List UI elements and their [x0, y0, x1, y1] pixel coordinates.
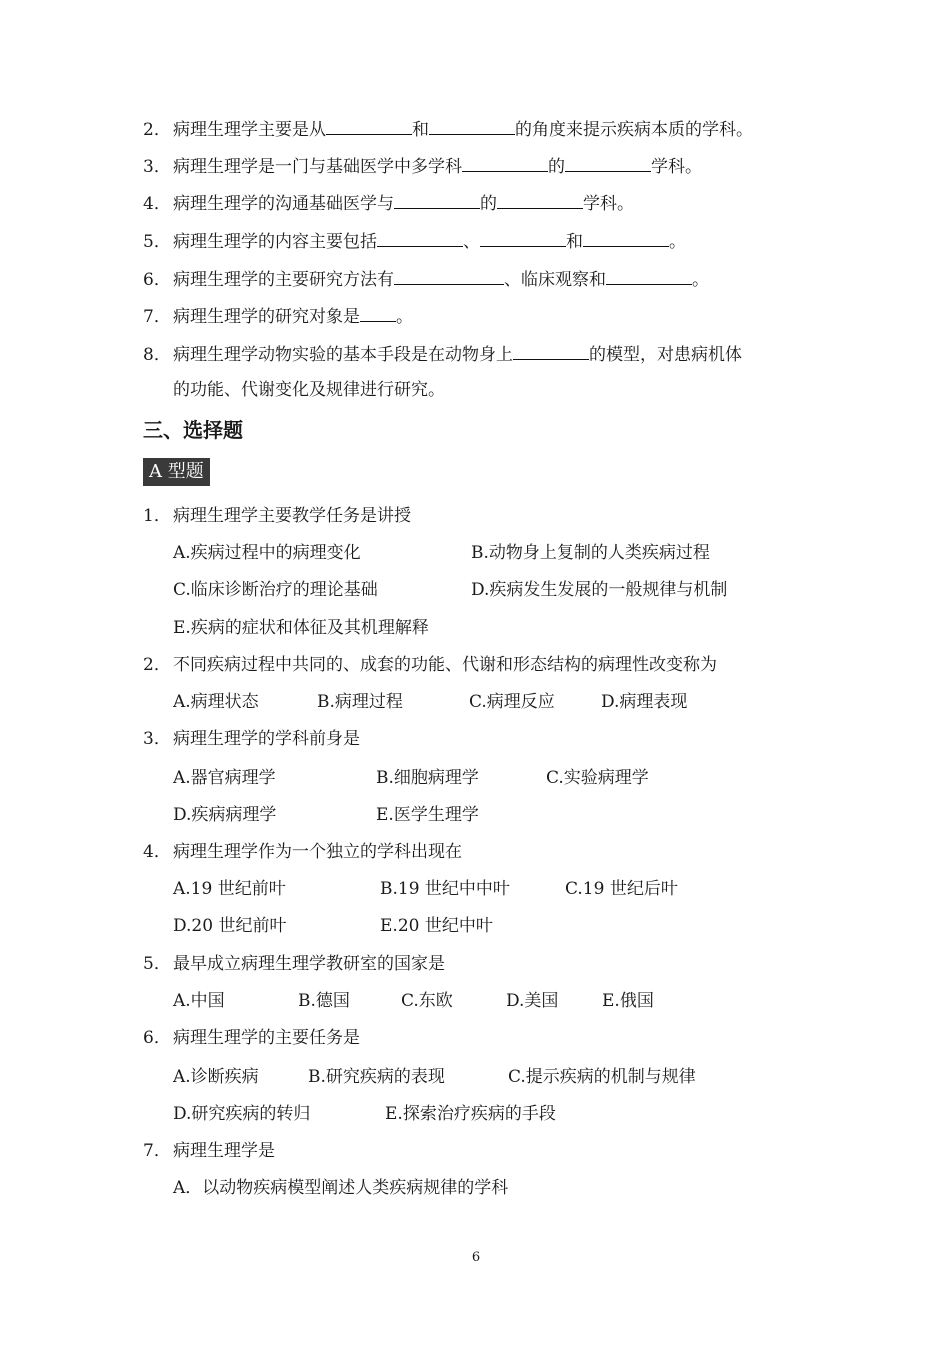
question-number: 6． [143, 1028, 171, 1048]
question-number: 4． [143, 194, 171, 214]
answer-blank[interactable] [513, 341, 589, 360]
question-text: 病理生理学是一门与基础医学中多学科 [173, 157, 462, 177]
answer-blank[interactable] [377, 228, 463, 247]
option[interactable]: A.19 世纪前叶 [173, 879, 286, 899]
answer-blank[interactable] [326, 116, 412, 135]
question-text: 病理生理学主要是从 [173, 120, 326, 140]
section-title: 三、选择题 [143, 418, 243, 442]
mc-question-1 [143, 504, 411, 528]
question-number: 5． [143, 232, 171, 252]
mc-question-6 [143, 1026, 360, 1050]
mc-question-7 [143, 1139, 275, 1163]
answer-blank[interactable] [565, 153, 651, 172]
question-text: 病理生理学的沟通基础医学与 [173, 194, 394, 214]
question-text: 的模型，对患病机体 [589, 345, 742, 365]
option[interactable]: D.病理表现 [601, 692, 688, 712]
option[interactable]: E.20 世纪中叶 [380, 916, 493, 936]
option[interactable]: C.临床诊断治疗的理论基础 [173, 580, 378, 600]
option-row [173, 690, 687, 714]
option-row [173, 1176, 508, 1200]
option[interactable]: C.19 世纪后叶 [565, 879, 678, 899]
question-text: 的 [548, 157, 565, 177]
question-text: 学科。 [583, 194, 634, 214]
option[interactable]: B.德国 [298, 991, 350, 1011]
answer-blank[interactable] [429, 116, 515, 135]
option[interactable]: A.中国 [173, 991, 225, 1011]
answer-blank[interactable] [462, 153, 548, 172]
option[interactable]: B.19 世纪中中叶 [380, 879, 510, 899]
option[interactable]: D.20 世纪前叶 [173, 916, 287, 936]
answer-blank[interactable] [360, 303, 396, 322]
fill-question-3 [143, 153, 702, 177]
option[interactable]: A.病理状态 [173, 692, 259, 712]
answer-blank[interactable] [480, 228, 566, 247]
question-text: 病理生理学的研究对象是 [173, 307, 360, 327]
fill-question-8 [143, 341, 742, 365]
question-number: 5． [143, 954, 171, 974]
fill-question-6 [143, 266, 709, 290]
option-row [173, 616, 429, 640]
question-stem: 病理生理学作为一个独立的学科出现在 [173, 842, 462, 862]
question-stem: 最早成立病理生理学教研室的国家是 [173, 954, 445, 974]
option-row [173, 1065, 696, 1089]
option[interactable]: C.病理反应 [469, 692, 555, 712]
option-row [173, 877, 678, 901]
option[interactable]: A.器官病理学 [173, 768, 276, 788]
fill-question-5 [143, 228, 686, 252]
question-stem: 不同疾病过程中共同的、成套的功能、代谢和形态结构的病理性改变称为 [173, 655, 717, 675]
question-text: 的 [480, 194, 497, 214]
option[interactable]: D.疾病病理学 [173, 805, 277, 825]
question-text: 病理生理学的内容主要包括 [173, 232, 377, 252]
question-number: 3． [143, 729, 171, 749]
answer-blank[interactable] [606, 266, 692, 285]
option[interactable]: D.美国 [506, 991, 559, 1011]
option[interactable]: B.研究疾病的表现 [308, 1067, 445, 1087]
mc-question-2 [143, 653, 717, 677]
option[interactable]: C.提示疾病的机制与规律 [508, 1067, 696, 1087]
option-row [173, 578, 727, 602]
question-text: 、临床观察和 [504, 270, 606, 290]
page-number: 6 [471, 1250, 481, 1265]
fill-question-4 [143, 190, 634, 214]
fill-question-7 [143, 303, 413, 327]
option-row [173, 914, 493, 938]
option-row [173, 1102, 556, 1126]
option-row [173, 541, 710, 565]
option[interactable]: D.研究疾病的转归 [173, 1104, 311, 1124]
question-stem: 病理生理学是 [173, 1141, 275, 1161]
mc-question-5 [143, 952, 445, 976]
option-row [173, 803, 479, 827]
option[interactable]: A.诊断疾病 [173, 1067, 259, 1087]
question-text: 病理生理学动物实验的基本手段是在动物身上 [173, 345, 513, 365]
option[interactable]: C.东欧 [401, 991, 453, 1011]
mc-question-3 [143, 727, 360, 751]
question-number: 1． [143, 506, 171, 526]
question-number: 4． [143, 842, 171, 862]
fill-question-8-continued: 的功能、代谢变化及规律进行研究。 [173, 380, 445, 400]
question-number: 6． [143, 270, 171, 290]
question-number: 7． [143, 1141, 171, 1161]
answer-blank[interactable] [394, 190, 480, 209]
option[interactable]: E.探索治疗疾病的手段 [385, 1104, 556, 1124]
question-text: 学科。 [651, 157, 702, 177]
question-number: 7． [143, 307, 171, 327]
option[interactable]: B.动物身上复制的人类疾病过程 [471, 543, 710, 563]
question-text: 的角度来提示疾病本质的学科。 [515, 120, 753, 140]
option[interactable]: A．以动物疾病模型阐述人类疾病规律的学科 [173, 1178, 509, 1198]
question-text: 。 [396, 307, 413, 327]
option[interactable]: A.疾病过程中的病理变化 [173, 543, 361, 563]
question-type-badge: A 型题 [143, 458, 210, 486]
answer-blank[interactable] [394, 266, 504, 285]
question-text: 和 [566, 232, 583, 252]
option[interactable]: B.细胞病理学 [376, 768, 479, 788]
mc-question-4 [143, 840, 462, 864]
option[interactable]: E.俄国 [602, 991, 654, 1011]
question-number: 3． [143, 157, 171, 177]
fill-question-2 [143, 116, 753, 140]
question-text: 。 [692, 270, 709, 290]
question-number: 2． [143, 120, 171, 140]
question-text: 病理生理学的主要研究方法有 [173, 270, 394, 290]
question-stem: 病理生理学主要教学任务是讲授 [173, 506, 411, 526]
answer-blank[interactable] [583, 228, 669, 247]
option[interactable]: D.疾病发生发展的一般规律与机制 [471, 580, 728, 600]
answer-blank[interactable] [497, 190, 583, 209]
option-row [173, 989, 654, 1013]
question-text: 。 [669, 232, 686, 252]
question-stem: 病理生理学的学科前身是 [173, 729, 360, 749]
option[interactable]: E.医学生理学 [376, 805, 479, 825]
option-row [173, 766, 649, 790]
option[interactable]: E.疾病的症状和体征及其机理解释 [173, 618, 429, 638]
question-stem: 病理生理学的主要任务是 [173, 1028, 360, 1048]
question-text: 、 [463, 232, 480, 252]
question-number: 2． [143, 655, 171, 675]
question-number: 8． [143, 345, 171, 365]
question-text: 和 [412, 120, 429, 140]
option[interactable]: C.实验病理学 [546, 768, 649, 788]
option[interactable]: B.病理过程 [317, 692, 403, 712]
